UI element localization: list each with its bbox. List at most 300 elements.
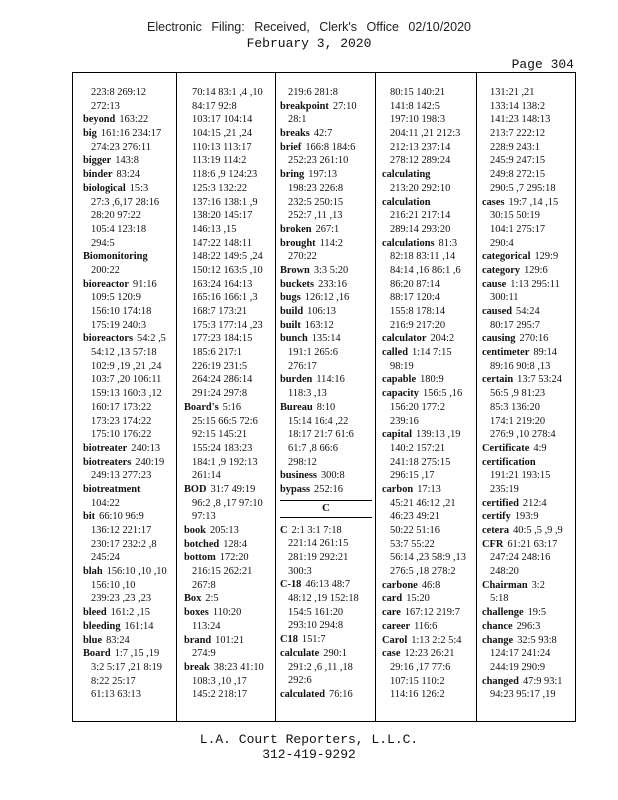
index-continuation: 191:1 265:6: [288, 347, 338, 359]
index-continuation: 27:3 ,6,17 28:16: [91, 196, 160, 208]
index-entry: [382, 346, 475, 360]
index-term: blah: [83, 566, 103, 578]
index-term: calculation: [382, 196, 431, 208]
page-line-refs: 2:5: [205, 593, 219, 605]
page-line-refs: 1:7 ,15 ,19: [114, 648, 160, 660]
page-line-refs: 38:23 41:10: [213, 661, 264, 673]
index-continuation: 28:20 97:22: [91, 210, 141, 222]
page-line-refs: 106:13: [307, 306, 336, 317]
index-continuation: 147:22 148:11: [192, 237, 252, 249]
index-continuation: 50:22 51:16: [390, 525, 440, 536]
index-continuation: 290:5 ,7 295:18: [490, 182, 556, 194]
index-entry: [83, 456, 173, 470]
section-letter-divider: [280, 497, 372, 524]
court-reporter-phone: 312-419-9292: [262, 747, 356, 762]
index-entry: [83, 620, 173, 634]
index-entry: [280, 168, 372, 182]
index-continuation: 107:15 110:2: [390, 675, 445, 687]
index-continuation: 245:24: [91, 552, 120, 564]
index-continuation: 61:13 63:13: [91, 689, 141, 701]
index-continuation: 197:10 198:3: [390, 114, 446, 126]
index-entry: [280, 524, 372, 538]
index-continuation: 235:19: [490, 483, 519, 495]
index-column-3: [280, 86, 372, 716]
index-continuation: 239:23 ,23 ,23: [91, 593, 152, 605]
index-term: career: [382, 620, 411, 632]
index-entry: [482, 332, 574, 346]
index-term: calculating: [382, 169, 431, 181]
page-line-refs: 252:16: [314, 483, 343, 495]
index-term: Brown: [280, 264, 310, 276]
index-continuation: 125:3 132:22: [192, 182, 248, 194]
index-term: certification: [482, 456, 536, 468]
index-continuation: 289:14 293:20: [390, 223, 451, 235]
index-column-2: [184, 86, 276, 716]
index-continuation: 89:16 90:8 ,13: [490, 360, 551, 372]
index-entry: [280, 223, 372, 237]
index-entry: [482, 620, 574, 634]
index-continuation: 146:13 ,15: [192, 223, 237, 235]
page-line-refs: 5:16: [222, 401, 242, 413]
index-term: changed: [482, 675, 519, 687]
page-line-refs: 1:14 7:15: [411, 347, 452, 359]
index-entry: [482, 606, 574, 620]
index-entry: [482, 634, 574, 648]
index-term: calculated: [280, 688, 326, 700]
index-entry: [280, 278, 372, 292]
index-continuation: 15:14 16:4 ,22: [288, 415, 349, 427]
page-line-refs: 83:24: [116, 169, 141, 181]
index-continuation: 247:24 248:16: [490, 552, 551, 564]
index-term: challenge: [482, 607, 524, 619]
index-continuation: 103:7 ,20 106:11: [91, 374, 162, 386]
section-rule: [280, 517, 372, 518]
index-term: card: [382, 593, 403, 605]
page-line-refs: 83:24: [106, 634, 130, 646]
index-entry: [184, 401, 276, 415]
index-continuation: 248:20: [490, 566, 519, 578]
index-continuation: 294:5: [91, 237, 115, 249]
index-continuation: 270:22: [288, 251, 317, 263]
index-entry: [184, 483, 276, 497]
index-entry: [280, 483, 372, 497]
index-continuation: 291:2 ,6 ,11 ,18: [288, 661, 353, 673]
index-term: Biomonitoring: [83, 251, 148, 263]
index-continuation: 191:21 193:15: [490, 470, 551, 482]
index-continuation: 173:23 174:22: [91, 415, 152, 427]
index-entry: [382, 606, 475, 620]
index-entry: [280, 401, 372, 415]
index-term: centimeter: [482, 347, 530, 359]
index-entry: [482, 497, 574, 511]
page-line-refs: 47:9 93:1: [522, 675, 563, 687]
index-entry: [184, 592, 276, 606]
index-entry: [482, 196, 574, 210]
index-continuation: 3:2 5:17 ,21 8:19: [91, 661, 163, 673]
index-continuation: 300:3: [288, 565, 312, 577]
page-line-refs: 4:9: [533, 442, 547, 454]
index-entry: [280, 633, 372, 647]
page-line-refs: 8:10: [316, 401, 336, 413]
index-continuation: 165:16 166:1 ,3: [192, 292, 258, 304]
index-continuation: 97:13: [192, 511, 216, 523]
index-continuation: 8:22 25:17: [91, 675, 136, 687]
index-entry: [382, 483, 475, 497]
column-divider: [275, 73, 276, 721]
index-term: causing: [482, 333, 516, 345]
page-line-refs: 3:2: [531, 579, 545, 591]
index-continuation: 98:19: [390, 360, 414, 372]
index-entry: [184, 606, 276, 620]
page-line-refs: 212:4: [522, 497, 547, 509]
index-continuation: 5:18: [490, 593, 509, 605]
index-continuation: 155:8 178:14: [390, 306, 446, 317]
page-line-refs: 101:21: [215, 634, 245, 646]
index-continuation: 70:14 83:1 ,4 ,10: [192, 87, 263, 98]
index-continuation: 159:13 160:3 ,12: [91, 388, 162, 400]
filing-header: Electronic Filing: Received, Clerk's Office 02/10/2020: [147, 20, 471, 34]
index-term: buckets: [280, 278, 315, 290]
index-term: bleed: [83, 607, 107, 619]
index-continuation: 148:22 149:5 ,24: [192, 251, 263, 263]
index-continuation: 198:23 226:8: [288, 182, 344, 194]
index-entry: [382, 592, 475, 606]
page-line-refs: 180:9: [420, 374, 444, 386]
index-term: Carol: [382, 634, 408, 646]
index-term: certified: [482, 497, 519, 509]
index-entry: [280, 237, 372, 251]
index-term: binder: [83, 169, 113, 181]
page-line-refs: 19:7 ,14 ,15: [508, 196, 559, 208]
index-continuation: 272:13: [91, 100, 120, 112]
index-continuation: 216:9 217:20: [390, 319, 446, 331]
index-continuation: 160:17 173:22: [91, 401, 152, 413]
index-continuation: 141:8 142:5: [390, 100, 440, 112]
page-line-refs: 270:16: [519, 333, 549, 345]
page-line-refs: 166:8 184:6: [305, 141, 356, 153]
page-line-refs: 161:14: [124, 620, 154, 632]
index-entry: [482, 442, 574, 456]
index-continuation: 150:12 163:5 ,10: [192, 264, 263, 276]
index-continuation: 177:23 184:15: [192, 333, 253, 345]
page-line-refs: 54:24: [516, 306, 540, 317]
index-continuation: 296:15 ,17: [390, 470, 435, 482]
page-line-refs: 296:3: [516, 620, 541, 632]
page-line-refs: 128:4: [223, 538, 247, 550]
page-line-refs: 17:13: [417, 483, 441, 495]
index-continuation: 92:15 145:21: [192, 429, 248, 441]
index-entry: [382, 196, 475, 210]
index-entry: [83, 127, 173, 141]
index-entry: [83, 168, 173, 182]
page-line-refs: 172:20: [219, 552, 249, 564]
index-continuation: 133:14 138:2: [490, 100, 546, 112]
index-term: bigger: [83, 155, 112, 167]
index-term: cetera: [482, 525, 510, 536]
page-line-refs: 19:5: [527, 607, 547, 619]
index-term: C-18: [280, 579, 302, 591]
page-line-refs: 15:3: [129, 182, 149, 194]
index-term: big: [83, 128, 97, 140]
index-term: Board's: [184, 401, 219, 413]
index-continuation: 124:17 241:24: [490, 648, 551, 660]
index-entry: [482, 510, 574, 524]
index-term: carbone: [382, 579, 418, 591]
page-line-refs: 2:1 3:1 7:18: [291, 524, 342, 536]
page-line-refs: 114:2: [319, 237, 343, 249]
index-term: bioreactor: [83, 278, 129, 290]
page-line-refs: 110:20: [212, 607, 242, 619]
index-continuation: 113:19 114:2: [192, 155, 247, 167]
index-continuation: 56:14 ,23 58:9 ,13: [390, 552, 466, 564]
index-continuation: 281:19 292:21: [288, 552, 349, 563]
index-continuation: 213:7 222:12: [490, 128, 546, 140]
page-line-refs: 161:16 234:17: [100, 128, 162, 140]
page-line-refs: 240:19: [135, 456, 165, 468]
page-line-refs: 27:10: [332, 100, 357, 112]
page-line-refs: 76:16: [329, 688, 353, 700]
index-continuation: 252:23 261:10: [288, 155, 349, 167]
index-term: bring: [280, 169, 305, 181]
index-continuation: 104:15 ,21 ,24: [192, 128, 253, 140]
index-entry: [280, 688, 372, 702]
index-continuation: 221:14 261:15: [288, 538, 349, 550]
index-continuation: 212:13 237:14: [390, 141, 451, 153]
index-entry: [280, 100, 372, 114]
index-continuation: 84:17 92:8: [192, 100, 237, 112]
index-continuation: 82:18 83:11 ,14: [390, 251, 456, 263]
index-term: bugs: [280, 292, 301, 304]
index-continuation: 278:12 289:24: [390, 155, 451, 167]
page-line-refs: 1:13 2:2 5:4: [411, 634, 462, 646]
index-term: business: [280, 470, 317, 482]
index-continuation: 80:17 295:7: [490, 319, 540, 331]
index-continuation: 118:3 ,13: [288, 388, 327, 400]
page-line-refs: 205:13: [209, 525, 239, 536]
index-continuation: 53:7 55:22: [390, 538, 435, 550]
page-line-refs: 89:14: [533, 347, 557, 359]
index-continuation: 276:5 ,18 278:2: [390, 566, 456, 578]
page-line-refs: 129:9: [534, 251, 559, 263]
page-line-refs: 167:12 219:7: [404, 607, 460, 619]
index-continuation: 30:15 50:19: [490, 210, 540, 222]
index-entry: [280, 141, 372, 155]
page-line-refs: 114:16: [316, 374, 345, 386]
index-entry: [184, 524, 276, 538]
index-entry: [280, 319, 372, 333]
index-continuation: 56:5 ,9 81:23: [490, 388, 546, 400]
page-line-refs: 3:3 5:20: [313, 264, 349, 276]
index-continuation: 175:3 177:14 ,23: [192, 319, 263, 331]
index-entry: [280, 264, 372, 278]
index-continuation: 223:8 269:12: [91, 87, 147, 98]
index-continuation: 108:3 ,10 ,17: [192, 675, 247, 687]
index-continuation: 216:15 262:21: [192, 566, 253, 578]
section-rule: [280, 500, 372, 501]
index-continuation: 84:14 ,16 86:1 ,6: [390, 264, 461, 276]
index-continuation: 45:21 46:12 ,21: [390, 497, 456, 509]
index-continuation: 175:19 240:3: [91, 319, 147, 331]
page-line-refs: 290:1: [323, 647, 347, 659]
index-continuation: 88:17 120:4: [390, 292, 440, 304]
index-continuation: 113:24: [192, 620, 221, 632]
index-continuation: 292:6: [288, 675, 312, 687]
page-line-refs: 267:1: [315, 223, 340, 235]
index-term: care: [382, 607, 401, 619]
index-term: bottom: [184, 552, 216, 564]
index-entry: [83, 113, 173, 127]
index-continuation: 230:17 232:2 ,8: [91, 538, 157, 550]
page-line-refs: 129:6: [524, 264, 548, 276]
index-entry: [482, 524, 574, 538]
index-term: categorical: [482, 251, 531, 263]
index-entry: [482, 579, 574, 593]
index-continuation: 136:12 221:17: [91, 525, 152, 536]
index-continuation: 137:16 138:1 ,9: [192, 196, 258, 208]
index-term: bleeding: [83, 620, 121, 632]
page-line-refs: 54:2 ,5: [137, 333, 166, 345]
index-continuation: 184:1 ,9 192:13: [192, 456, 258, 468]
page-line-refs: 197:13: [308, 169, 338, 181]
index-term: biotreater: [83, 442, 128, 454]
index-term: BOD: [184, 483, 207, 495]
index-term: brand: [184, 634, 212, 646]
index-entry: [482, 278, 574, 292]
index-continuation: 54:12 ,13 57:18: [91, 347, 157, 359]
index-entry: [280, 578, 372, 592]
index-continuation: 274:9: [192, 648, 216, 660]
index-term: botched: [184, 538, 220, 550]
page-line-refs: 91:16: [132, 278, 157, 290]
index-continuation: 216:21 217:14: [390, 210, 451, 222]
index-continuation: 163:24 164:13: [192, 278, 253, 290]
court-reporter-name: L.A. Court Reporters, L.L.C.: [199, 732, 419, 747]
index-entry: [83, 606, 173, 620]
index-continuation: 28:1: [288, 114, 307, 126]
index-continuation: 138:20 145:17: [192, 210, 253, 222]
page-line-refs: 151:7: [301, 634, 326, 646]
index-continuation: 290:4: [490, 237, 514, 249]
index-term: breakpoint: [280, 100, 329, 112]
index-continuation: 226:19 231:5: [192, 360, 248, 372]
column-divider: [176, 73, 177, 721]
index-continuation: 61:7 ,8 66:6: [288, 442, 338, 454]
index-entry: [382, 332, 475, 346]
index-continuation: 25:15 66:5 72:6: [192, 415, 258, 427]
index-continuation: 114:16 126:2: [390, 689, 445, 701]
index-entry: [83, 442, 173, 456]
index-entry: [280, 332, 372, 346]
index-term: calculate: [280, 647, 320, 659]
index-term: built: [280, 319, 301, 331]
index-term: brought: [280, 237, 316, 249]
index-continuation: 264:24 286:14: [192, 374, 253, 386]
page-line-refs: 61:21 63:17: [507, 538, 558, 550]
index-entry: [280, 127, 372, 141]
index-continuation: 252:7 ,11 ,13: [288, 210, 343, 222]
page-line-refs: 31:7 49:19: [210, 483, 256, 495]
index-term: Board: [83, 648, 111, 660]
index-entry: [184, 661, 276, 675]
index-entry: [482, 305, 574, 319]
index-term: calculations: [382, 237, 435, 249]
index-term: calculator: [382, 333, 427, 345]
index-term: carbon: [382, 483, 414, 495]
index-term: change: [482, 634, 514, 646]
page-line-refs: 233:16: [318, 278, 347, 290]
index-term: capacity: [382, 388, 419, 400]
index-entry: [280, 469, 372, 483]
index-entry: [382, 373, 475, 387]
index-continuation: 110:13 113:17: [192, 141, 252, 153]
index-entry: [382, 634, 475, 648]
index-term: bit: [83, 511, 96, 523]
index-term: Bureau: [280, 401, 313, 413]
page-line-refs: 13:7 53:24: [517, 374, 562, 386]
index-continuation: 140:2 157:21: [390, 442, 446, 454]
index-term: bypass: [280, 483, 311, 495]
index-entry: [83, 510, 173, 524]
index-continuation: 85:3 136:20: [490, 401, 540, 413]
index-term: cause: [482, 278, 507, 290]
page-line-refs: 156:10 ,10 ,10: [106, 566, 167, 578]
index-continuation: 300:11: [490, 292, 519, 304]
index-column-5: [482, 86, 574, 716]
index-entry: [482, 373, 574, 387]
index-continuation: 141:23 148:13: [490, 114, 551, 126]
index-entry: [482, 250, 574, 264]
page-line-refs: 135:14: [311, 333, 341, 345]
index-term: burden: [280, 374, 313, 386]
index-continuation: 94:23 95:17 ,19: [490, 689, 556, 701]
index-entry: [83, 332, 173, 346]
page-number: Page 304: [511, 57, 574, 72]
index-entry: [280, 373, 372, 387]
index-continuation: 228:9 243:1: [490, 141, 540, 153]
index-entry: [382, 428, 475, 442]
index-continuation: 102:9 ,19 ,21 ,24: [91, 360, 162, 372]
index-continuation: 131:21 ,21: [490, 87, 535, 98]
index-continuation: 274:23 276:11: [91, 141, 151, 153]
page-line-refs: 163:22: [119, 114, 149, 126]
index-continuation: 249:8 272:15: [490, 169, 546, 181]
index-entry: [83, 565, 173, 579]
page-line-refs: 46:13 48:7: [305, 579, 351, 591]
index-continuation: 249:13 277:23: [91, 470, 152, 482]
index-term: Certificate: [482, 442, 530, 454]
index-term: certain: [482, 374, 514, 386]
index-continuation: 204:11 ,21 212:3: [390, 128, 461, 140]
index-continuation: 80:15 140:21: [390, 87, 446, 98]
index-entry: [482, 264, 574, 278]
index-continuation: 168:7 173:21: [192, 306, 248, 317]
index-term: blue: [83, 634, 103, 646]
index-entry: [184, 538, 276, 552]
index-entry: [83, 483, 173, 497]
page-line-refs: 143:8: [115, 155, 139, 167]
index-continuation: 104:22: [91, 497, 120, 509]
page-line-refs: 161:2 ,15: [110, 607, 150, 619]
index-entry: [382, 168, 475, 182]
index-term: breaks: [280, 128, 310, 140]
page-line-refs: 40:5 ,5 ,9 ,9: [513, 525, 563, 536]
index-continuation: 118:6 ,9 124:23: [192, 169, 258, 181]
index-continuation: 105:4 123:18: [91, 223, 147, 235]
index-entry: [83, 278, 173, 292]
index-term: brief: [280, 141, 302, 153]
index-term: category: [482, 264, 521, 276]
index-continuation: 96:2 ,8 ,17 97:10: [192, 497, 263, 509]
